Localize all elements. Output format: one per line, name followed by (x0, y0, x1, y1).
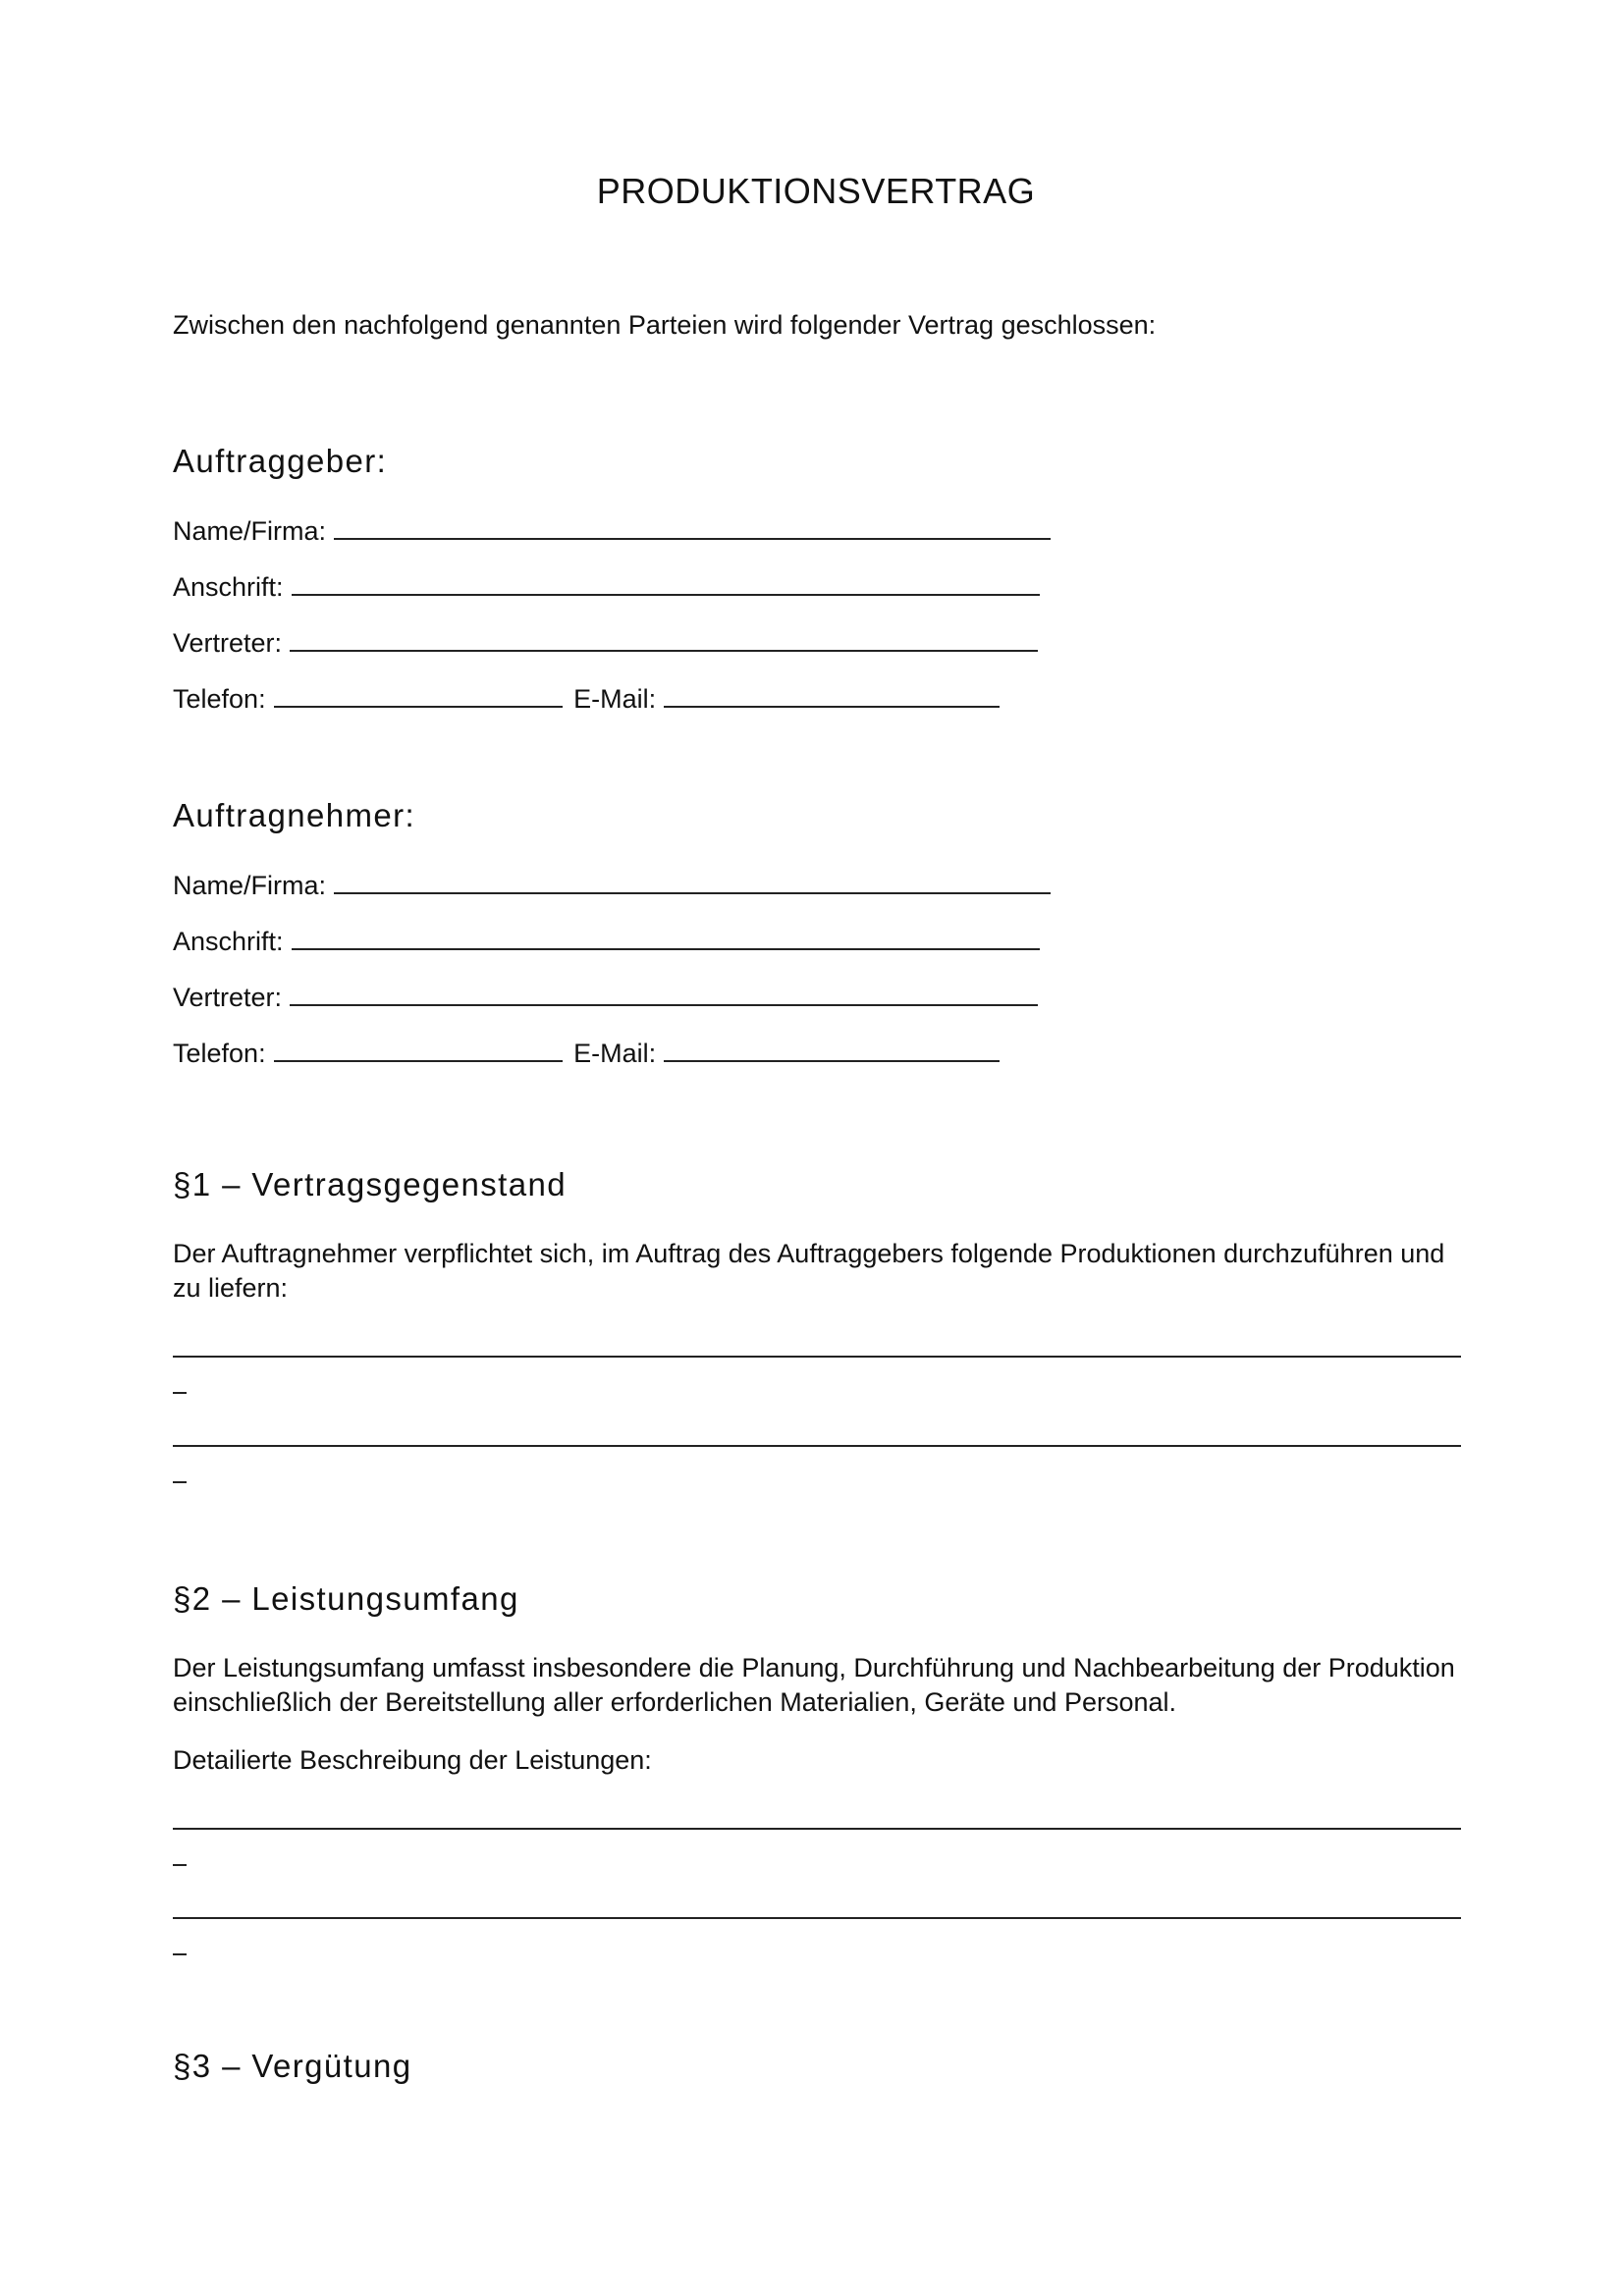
section2-blank-line-1[interactable] (173, 1828, 1461, 1830)
field-label: Telefon: (173, 1039, 266, 1068)
auftragnehmer-heading: Auftragnehmer: (173, 797, 416, 833)
document-title: PRODUKTIONSVERTRAG (596, 171, 1036, 211)
section1-blank-line-1[interactable] (173, 1356, 1461, 1358)
field-label: E-Mail: (573, 684, 657, 714)
section3-heading: §3 – Vergütung (173, 2048, 412, 2084)
field-label: Vertreter: (173, 983, 283, 1012)
auftraggeber-name-field[interactable] (173, 514, 1051, 547)
section2-dash-2 (173, 1953, 187, 1955)
phone-blank-line[interactable] (274, 682, 563, 708)
auftragnehmer-address-field[interactable] (173, 925, 1040, 957)
intro-text: Zwischen den nachfolgend genannten Parteien wird folgender Vertrag geschlossen: (173, 310, 1157, 340)
email-blank-line[interactable] (664, 1037, 1000, 1062)
section2-blank-line-2[interactable] (173, 1917, 1461, 1919)
field-label: Anschrift: (173, 572, 284, 602)
field-label: Anschrift: (173, 927, 284, 956)
auftraggeber-representative-field[interactable] (173, 626, 1038, 659)
section1-dash-1 (173, 1392, 187, 1394)
field-label: Name/Firma: (173, 871, 327, 900)
auftragnehmer-representative-field[interactable] (173, 981, 1038, 1013)
auftragnehmer-contact-field[interactable] (173, 1037, 1000, 1069)
section1-text: Der Auftragnehmer verpflichtet sich, im Auftrag des Auftraggebers folgende Produktionen durchzuführen und zu liefern: (173, 1239, 1445, 1303)
section1-blank-line-2[interactable] (173, 1445, 1461, 1447)
address-blank-line[interactable] (292, 925, 1040, 950)
section2-heading: §2 – Leistungsumfang (173, 1580, 519, 1617)
section2-detail-label: Detailierte Beschreibung der Leistungen: (173, 1745, 652, 1775)
representative-blank-line[interactable] (290, 981, 1038, 1006)
field-label: Vertreter: (173, 628, 283, 658)
auftraggeber-contact-field[interactable] (173, 682, 1000, 715)
field-label: Telefon: (173, 684, 266, 714)
section2-dash-1 (173, 1864, 187, 1866)
auftraggeber-heading: Auftraggeber: (173, 443, 388, 479)
section1-heading: §1 – Vertragsgegenstand (173, 1166, 567, 1202)
auftragnehmer-name-field[interactable] (173, 869, 1051, 901)
field-label: Name/Firma: (173, 516, 327, 546)
section1-dash-2 (173, 1481, 187, 1483)
auftraggeber-address-field[interactable] (173, 570, 1040, 603)
representative-blank-line[interactable] (290, 626, 1038, 652)
name-blank-line[interactable] (334, 869, 1051, 894)
phone-blank-line[interactable] (274, 1037, 563, 1062)
section2-text: Der Leistungsumfang umfasst insbesondere die Planung, Durchführung und Nachbearbeitung der Produktion einschließlich der Bereitstellung aller erforderlichen Materialien, Geräte und Personal. (173, 1653, 1455, 1717)
email-blank-line[interactable] (664, 682, 1000, 708)
name-blank-line[interactable] (334, 514, 1051, 540)
field-label: E-Mail: (573, 1039, 657, 1068)
address-blank-line[interactable] (292, 570, 1040, 596)
